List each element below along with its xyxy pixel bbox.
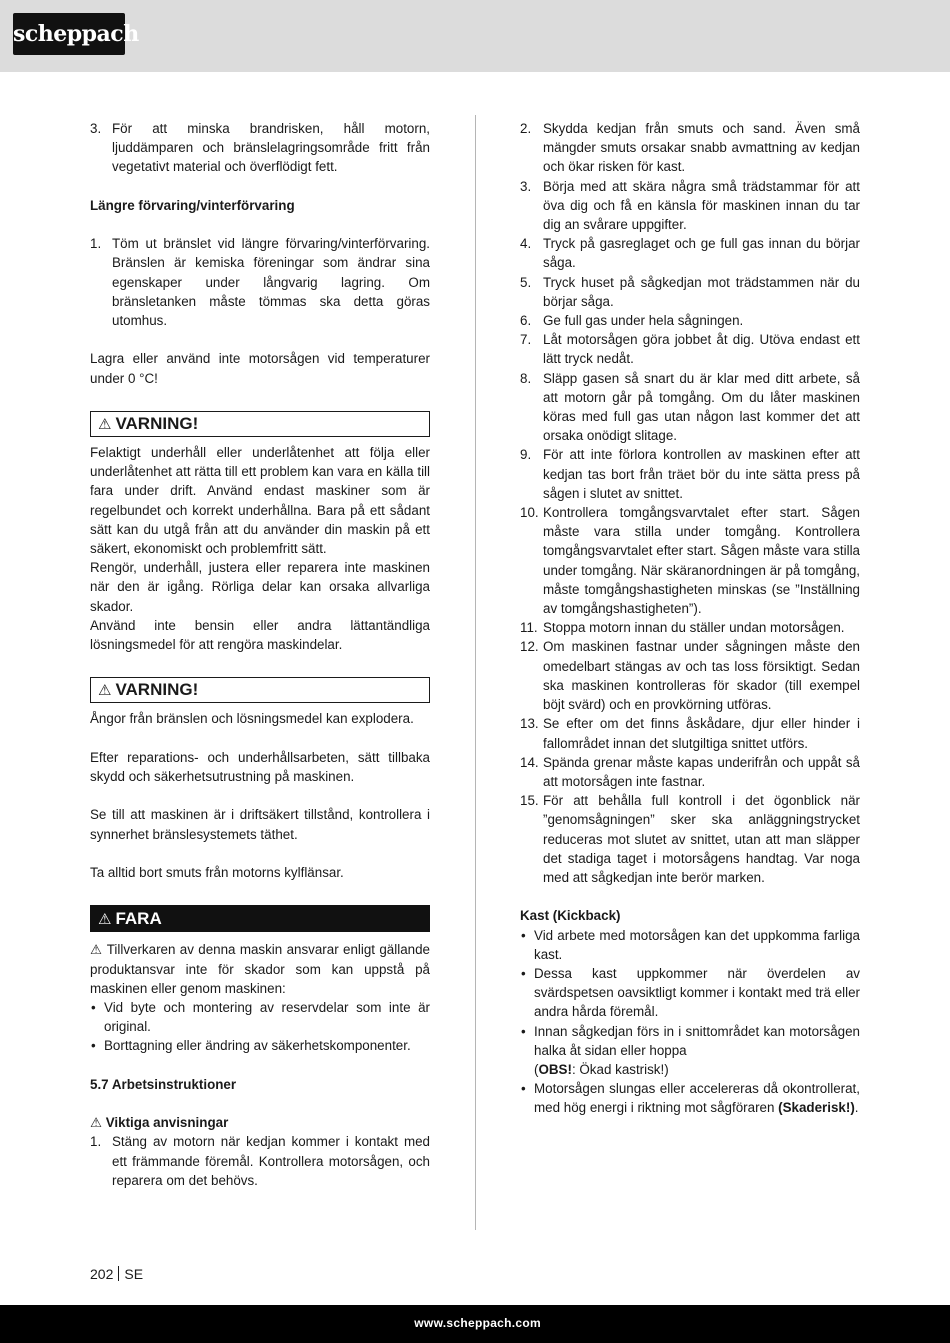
website-link[interactable]: www.scheppach.com: [414, 1316, 541, 1330]
list-text: Tryck huset på sågkedjan mot trädstammen när du börjar såga.: [543, 274, 860, 309]
danger-box: [90, 905, 430, 932]
list-number: 15.: [520, 793, 539, 809]
list-item: [520, 273, 860, 311]
bullet-item: [90, 1036, 430, 1055]
bullet-end: .: [854, 1100, 859, 1116]
bullet-text: Innan sågkedjan förs in i snittområdet kan motorsågen halka åt sidan eller hoppa: [534, 1023, 860, 1058]
list-text: Låt motorsågen göra jobbet åt dig. Utöva endast ett lätt tryck nedåt.: [543, 332, 860, 367]
bullet-icon: •: [521, 965, 526, 981]
list-number: 3.: [520, 178, 532, 194]
list-item: [520, 753, 860, 791]
bullet-icon: •: [91, 1038, 96, 1054]
list-text: Kontrollera tomgångsvarvtalet efter start. Sågen måste vara stilla under tomgång. Kontrollera tomgångsvarvtalet efter start. Sågen måste vara stilla under tomgång. När skäranordningen är på tomgång, måste tomgångshastigheten minskas (se ”Inställning av tomgångshastigheten”).: [543, 505, 860, 617]
list-item: [90, 1132, 430, 1190]
list-number: 12.: [520, 639, 539, 655]
list-text: För att inte förlora kontrollen av maskinen efter att kedjan tas bort från träet bör du inte sätta press på sågen i slutet av snittet.: [543, 447, 860, 501]
list-text: Om maskinen fastnar under sågningen måste den omedelbart stängas av och tas loss försiktigt. Sedan ska maskinen kontrolleras för skador (till exempel böjt svärd) och en provkörning utföras.: [543, 639, 860, 713]
section-heading: 5.7 Arbetsinstruktioner: [90, 1076, 237, 1092]
list-item: [520, 791, 860, 887]
list-number: 4.: [520, 236, 532, 252]
list-item: [90, 119, 430, 177]
list-item: [520, 177, 860, 235]
storage-heading: Längre förvaring/vinterförvaring: [90, 197, 295, 213]
bullet-icon: •: [521, 1023, 526, 1039]
important-heading: [90, 1113, 430, 1132]
bullet-text: Dessa kast uppkommer när överdelen av svärdspetsen oavsiktligt kommer i kontakt med trä eller andra hårda föremål.: [534, 965, 860, 1020]
list-item: [90, 234, 430, 330]
footer-separator: [118, 1266, 119, 1281]
warning-text: Ta alltid bort smuts från motorns kylflänsar.: [90, 864, 344, 880]
bullet-text: Vid arbete med motorsågen kan det uppkomma farliga kast.: [534, 927, 860, 962]
warning-text: Felaktigt underhåll eller underlåtenhet att följa eller underlåtenhet att rätta till ett problem kan vara en källa till fara under drift. Använd endast maskiner som är regelbundet och korrekt underhållna. Bara på ett sådant sätt kan du utgå från att du använder din maskin på ett säkert, ekonomiskt och problemfritt sätt.: [90, 444, 430, 556]
bullet-text: Vid byte och montering av reservdelar som inte är original.: [104, 999, 430, 1035]
important-heading-text: Viktiga anvisningar: [105, 1115, 229, 1131]
bullet-item: [520, 964, 860, 1022]
list-text: Se efter om det finns åskådare, djur eller hinder i fallområdet innan det slutgiltiga snittet utförs.: [543, 716, 860, 751]
temperature-note: Lagra eller använd inte motorsågen vid temperaturer under 0 °C!: [90, 351, 430, 386]
list-item: [520, 445, 860, 503]
warning-triangle-icon: ⚠: [98, 415, 112, 433]
footer-band: [0, 1305, 950, 1343]
obs-text: : Ökad kastrisk!): [571, 1061, 669, 1077]
bullet-text: Motorsågen slungas eller accelereras då okontrollerat, med hög energi i riktning mot sågföraren: [534, 1081, 860, 1116]
warning-text: Rengör, underhåll, justera eller reparera inte maskinen när den är igång. Rörliga delar kan orsaka allvarliga skador.: [90, 560, 430, 614]
list-text: Stoppa motorn innan du ställer undan motorsågen.: [543, 620, 845, 636]
warning-text: Se till att maskinen är i driftsäkert tillstånd, kontrollera i synnerhet bränslesystemets täthet.: [90, 807, 430, 842]
list-text: Tryck på gasreglaget och ge full gas innan du börjar såga.: [543, 236, 860, 271]
list-text: För att behålla full kontroll i det ögonblick när ”genomsågningen” sker ska anläggningstrycket reduceras mot slutet av snittet, utan att man släpper det stadiga taget i motorsågens handtag. Var noga med att sågkedjan inte berör marken.: [543, 793, 860, 885]
bullet-icon: •: [521, 1081, 526, 1097]
list-item: [520, 234, 860, 272]
page-footer: [90, 1265, 143, 1284]
kickback-heading: Kast (Kickback): [520, 908, 621, 924]
list-number: 7.: [520, 332, 532, 348]
bullet-item: [90, 998, 430, 1036]
danger-title: FARA: [115, 909, 162, 929]
warning-title: VARNING!: [115, 413, 199, 433]
list-number: 9.: [520, 447, 532, 463]
list-number: 5.: [520, 274, 532, 290]
list-item: [520, 503, 860, 618]
injury-risk: (Skaderisk!): [778, 1100, 855, 1116]
warning-box: [90, 677, 430, 703]
list-number: 13.: [520, 716, 539, 732]
list-item: [520, 618, 860, 637]
list-text: Ge full gas under hela sågningen.: [543, 313, 744, 329]
list-item: [520, 119, 860, 177]
list-number: 2.: [520, 121, 532, 136]
warning-triangle-icon: ⚠: [98, 682, 112, 700]
bullet-icon: •: [91, 999, 96, 1015]
bullet-item: [520, 926, 860, 964]
obs-label: OBS!: [538, 1061, 572, 1077]
list-text: Släpp gasen så snart du är klar med ditt arbete, så att motorn går på tomgång. Om du låter maskinen köras med full gas utan någon last kommer det att orsaka onödigt slitage.: [543, 370, 860, 444]
page-number: 202: [90, 1266, 114, 1282]
right-column: [520, 119, 860, 1118]
bullet-item: [520, 1079, 860, 1117]
list-item: [520, 637, 860, 714]
column-divider: [475, 115, 476, 1230]
list-text: Skydda kedjan från smuts och sand. Även små mängder smuts orsakar snabb avmattning av kedjan och ökar risken för kast.: [543, 121, 860, 175]
warning-text: Använd inte bensin eller andra lättantändliga lösningsmedel för att rengöra maskindelar.: [90, 617, 430, 653]
list-text: Börja med att skära några små trädstammar för att öva dig och få en känsla för maskinen innan du tar dig an svårare uppgifter.: [543, 178, 860, 233]
obs-open: (: [534, 1061, 539, 1077]
bullet-icon: •: [521, 927, 526, 943]
list-item: [520, 369, 860, 446]
left-column: [90, 119, 430, 1190]
danger-text: [90, 940, 430, 998]
warning-triangle-icon: ⚠: [90, 1115, 106, 1131]
list-item: [520, 714, 860, 752]
warning-title: VARNING!: [115, 680, 199, 700]
list-number: 11.: [520, 620, 538, 636]
warning-triangle-icon: ⚠: [98, 911, 112, 929]
list-number: 6.: [520, 313, 532, 329]
list-text: För att minska brandrisken, håll motorn, ljuddämparen och bränslelagringsområde fritt från vegetativt material och överflödigt fett.: [112, 121, 430, 175]
bullet-text: Borttagning eller ändring av säkerhetskomponenter.: [104, 1038, 411, 1054]
list-item: [520, 311, 860, 330]
list-text: Töm ut bränslet vid längre förvaring/vinterförvaring. Bränslen är kemiska föreningar som ändrar sina egenskaper under långvarig lagring. Om bränsletanken måste tömmas ska detta göras utomhus.: [112, 236, 430, 328]
danger-text-body: Tillverkaren av denna maskin ansvarar enligt gällande produktansvar inte för skador som kan uppstå på maskinen eller genom maskinen:: [90, 942, 430, 996]
list-text: Spända grenar måste kapas underifrån och uppåt så att motorsågen inte fastnar.: [543, 754, 860, 789]
list-number: 8.: [520, 370, 532, 386]
list-item: [520, 330, 860, 368]
bullet-item: [520, 1022, 860, 1080]
warning-triangle-icon: ⚠: [90, 942, 107, 958]
warning-text: Efter reparations- och underhållsarbeten, sätt tillbaka skydd och säkerhetsutrustning på maskinen.: [90, 749, 430, 784]
list-number: 1.: [90, 236, 102, 252]
list-text: Stäng av motorn när kedjan kommer i kontakt med ett främmande föremål. Kontrollera motorsågen, och reparera om det behövs.: [112, 1134, 430, 1188]
brand-logo: scheppach: [13, 13, 125, 55]
warning-box: [90, 411, 430, 437]
list-number: 14.: [520, 754, 539, 770]
list-number: 10.: [520, 505, 539, 521]
list-number: 1.: [90, 1134, 102, 1150]
language-code: SE: [124, 1266, 144, 1282]
header-band: [0, 0, 950, 72]
list-number: 3.: [90, 121, 102, 136]
warning-text: Ångor från bränslen och lösningsmedel kan explodera.: [90, 711, 414, 727]
